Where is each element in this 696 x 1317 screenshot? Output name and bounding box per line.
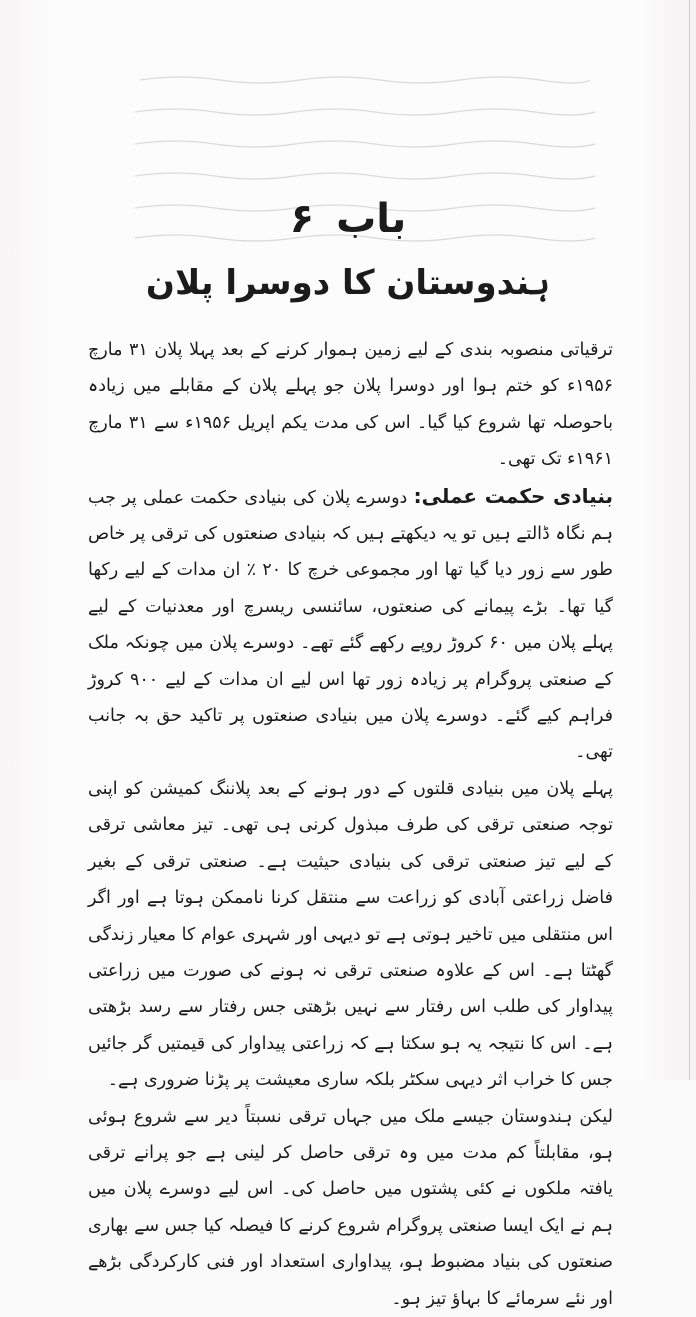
paragraph <box>88 1099 613 1317</box>
chapter-title: ہندوستان کا دوسرا پلان <box>145 263 551 303</box>
chapter-number: ۶ <box>289 196 315 242</box>
paragraph-text: ترقیاتی منصوبہ بندی کے لیے زمین ہموار کرنے کے بعد پہلا پلان ۳۱ مارچ ۱۹۵۶ء کو ختم ہوا اور دوسرا پلان جو پہلے پلان کے مقابلے میں زیادہ باحوصلہ تھا شروع کیا گیا۔ اس کی مدت یکم اپریل ۱۹۵۶ء سے ۳۱ مارچ ۱۹۶۱ء تک تھی۔ <box>88 340 613 470</box>
paragraph <box>88 478 613 771</box>
paragraph <box>88 771 613 1099</box>
page-edge <box>689 0 690 1080</box>
paragraph-text: دوسرے پلان کی بنیادی حکمت عملی پر جب ہم نگاہ ڈالتے ہیں تو یہ دیکھتے ہیں کہ بنیادی صنعتوں کی ترقی پر خاص طور سے زور دیا گیا تھا اور مجموعی خرچ کا ۲۰ ٪ ان مدات کے لیے رکھا گیا تھا۔ بڑے پیمانے کی صنعتوں، سائنسی ریسرچ اور معدنیات کے لیے پہلے پلان میں ۶۰ کروڑ روپے رکھے گئے تھے۔ دوسرے پلان میں چونکہ ملک کے صنعتی پروگرام پر زیادہ زور تھا اس لیے ان مدات کے لیے ۹۰۰ کروڑ فراہم کیے گئے۔ دوسرے پلان میں بنیادی صنعتوں پر تاکید حق بہ جانب تھی۔ <box>88 487 614 763</box>
paragraph <box>88 332 613 478</box>
paragraph-text: لیکن ہندوستان جیسے ملک میں جہاں ترقی نسبتاً دیر سے شروع ہوئی ہو، مقابلتاً کم مدت میں وہ ترقی حاصل کر لینی ہے جو پرانے ترقی یافتہ ملکوں نے کئی پشتوں میں حاصل کی۔ اس لیے دوسرے پلان میں ہم نے ایک ایسا صنعتی پروگرام شروع کرنے کا فیصلہ کیا جس سے بھاری صنعتوں کی بنیاد مضبوط ہو، پیداواری استعداد اور فنی کارکردگی بڑھے اور نئے سرمائے کا بہاؤ تیز ہو۔ <box>88 1106 613 1309</box>
chapter-heading <box>0 196 696 242</box>
chapter-label: باب <box>336 196 407 242</box>
paragraph-text: پہلے پلان میں بنیادی قلتوں کے دور ہونے کے بعد پلاننگ کمیشن کو اپنی توجہ صنعتی ترقی کی طرف مبذول کرنی ہی تھی۔ تیز معاشی ترقی کے لیے تیز صنعتی ترقی کی بنیادی حیثیت ہے۔ صنعتی ترقی کے بغیر فاضل زراعتی آبادی کو زراعت سے منتقل کرنا ناممکن ہوتا ہے اور اگر اس منتقلی میں تاخیر ہوتی ہے تو دیہی اور شہری عوام کا معیار زندگی گھٹتا ہے۔ اس کے علاوہ صنعتی ترقی نہ ہونے کی صورت میں زراعتی پیداوار کی طلب اس رفتار سے نہیں بڑھتی جس رفتار سے رسد بڑھتی ہے۔ اس کا نتیجہ یہ ہو سکتا ہے کہ زراعتی پیداوار کی قیمتیں گر جائیں جس کا خراب اثر دیہی سکٹر بلکہ ساری معیشت پر پڑنا ضروری ہے۔ <box>88 778 613 1091</box>
body-text <box>88 332 613 1317</box>
inline-heading: بنیادی حکمت عملی: <box>413 483 613 508</box>
